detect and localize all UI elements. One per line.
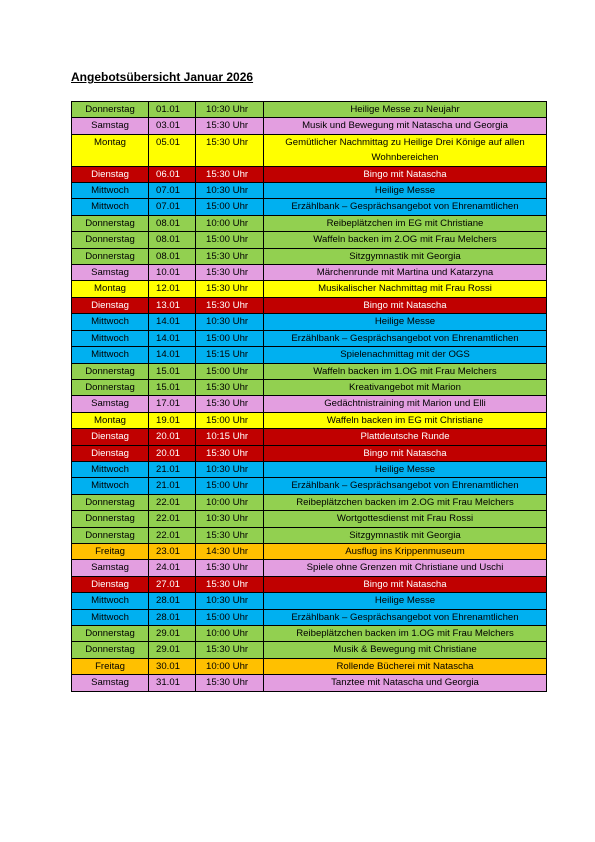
time-cell: 10:30 Uhr [196,593,264,609]
activity-cell: Erzählbank – Gesprächsangebot von Ehrenamtlichen [264,609,547,625]
activity-cell: Kreativangebot mit Marion [264,379,547,395]
time-cell: 15:00 Uhr [196,232,264,248]
activity-cell: Reibeplätzchen backen im 1.OG mit Frau Melchers [264,626,547,642]
day-cell: Donnerstag [72,215,149,231]
activity-cell: Musikalischer Nachmittag mit Frau Rossi [264,281,547,297]
date-cell: 10.01 [149,265,196,281]
day-cell: Mittwoch [72,461,149,477]
table-row [72,593,547,609]
table-row [72,281,547,297]
time-cell: 15:15 Uhr [196,347,264,363]
activity-cell: Tanztee mit Natascha und Georgia [264,675,547,691]
activity-cell: Waffeln backen im 1.OG mit Frau Melchers [264,363,547,379]
activity-cell: Erzählbank – Gesprächsangebot von Ehrenamtlichen [264,330,547,346]
time-cell: 15:00 Uhr [196,609,264,625]
time-cell: 15:00 Uhr [196,412,264,428]
date-cell: 17.01 [149,396,196,412]
activity-cell: Plattdeutsche Runde [264,429,547,445]
day-cell: Donnerstag [72,494,149,510]
date-cell: 07.01 [149,199,196,215]
day-cell: Donnerstag [72,102,149,118]
date-cell: 24.01 [149,560,196,576]
time-cell: 10:30 Uhr [196,183,264,199]
day-cell: Samstag [72,118,149,134]
day-cell: Montag [72,134,149,166]
table-row [72,511,547,527]
time-cell: 15:00 Uhr [196,363,264,379]
time-cell: 10:00 Uhr [196,658,264,674]
table-row [72,166,547,182]
activity-cell: Waffeln backen im EG mit Christiane [264,412,547,428]
activity-cell: Bingo mit Natascha [264,166,547,182]
date-cell: 14.01 [149,330,196,346]
activity-cell: Spiele ohne Grenzen mit Christiane und Uschi [264,560,547,576]
day-cell: Donnerstag [72,626,149,642]
table-row [72,396,547,412]
date-cell: 20.01 [149,445,196,461]
table-row [72,576,547,592]
date-cell: 08.01 [149,232,196,248]
table-row [72,248,547,264]
day-cell: Samstag [72,265,149,281]
date-cell: 21.01 [149,478,196,494]
date-cell: 29.01 [149,642,196,658]
date-cell: 14.01 [149,347,196,363]
date-cell: 28.01 [149,593,196,609]
table-row [72,265,547,281]
activity-cell: Ausflug ins Krippenmuseum [264,543,547,559]
day-cell: Mittwoch [72,593,149,609]
table-row [72,183,547,199]
day-cell: Donnerstag [72,248,149,264]
activity-cell: Heilige Messe zu Neujahr [264,102,547,118]
day-cell: Mittwoch [72,183,149,199]
activity-cell: Heilige Messe [264,593,547,609]
activity-cell: Spielenachmittag mit der OGS [264,347,547,363]
activity-cell: Bingo mit Natascha [264,576,547,592]
day-cell: Donnerstag [72,363,149,379]
activity-cell: Gedächtnistraining mit Marion und Elli [264,396,547,412]
activity-cell: Reibeplätzchen backen im 2.OG mit Frau Melchers [264,494,547,510]
date-cell: 22.01 [149,494,196,510]
time-cell: 15:30 Uhr [196,265,264,281]
time-cell: 15:30 Uhr [196,445,264,461]
day-cell: Donnerstag [72,527,149,543]
table-row [72,215,547,231]
activity-cell: Heilige Messe [264,461,547,477]
date-cell: 05.01 [149,134,196,166]
time-cell: 10:30 Uhr [196,511,264,527]
date-cell: 27.01 [149,576,196,592]
day-cell: Donnerstag [72,511,149,527]
activity-cell: Reibeplätzchen im EG mit Christiane [264,215,547,231]
activity-cell: Erzählbank – Gesprächsangebot von Ehrenamtlichen [264,478,547,494]
date-cell: 28.01 [149,609,196,625]
table-row [72,478,547,494]
time-cell: 10:15 Uhr [196,429,264,445]
day-cell: Dienstag [72,429,149,445]
time-cell: 10:30 Uhr [196,461,264,477]
date-cell: 08.01 [149,215,196,231]
activity-cell: Musik & Bewegung mit Christiane [264,642,547,658]
time-cell: 15:30 Uhr [196,642,264,658]
activity-cell: Heilige Messe [264,314,547,330]
table-row [72,445,547,461]
table-row [72,232,547,248]
day-cell: Dienstag [72,576,149,592]
activity-cell: Erzählbank – Gesprächsangebot von Ehrenamtlichen [264,199,547,215]
table-row [72,461,547,477]
day-cell: Dienstag [72,297,149,313]
time-cell: 10:30 Uhr [196,102,264,118]
table-row [72,642,547,658]
day-cell: Freitag [72,658,149,674]
schedule-rows [72,102,547,692]
day-cell: Mittwoch [72,347,149,363]
time-cell: 10:00 Uhr [196,626,264,642]
table-row [72,330,547,346]
date-cell: 15.01 [149,379,196,395]
table-row [72,314,547,330]
table-row [72,199,547,215]
time-cell: 15:30 Uhr [196,166,264,182]
day-cell: Mittwoch [72,609,149,625]
time-cell: 15:30 Uhr [196,118,264,134]
activity-cell: Wortgottesdienst mit Frau Rossi [264,511,547,527]
date-cell: 19.01 [149,412,196,428]
time-cell: 15:30 Uhr [196,396,264,412]
time-cell: 15:30 Uhr [196,379,264,395]
page-title: Angebotsübersicht Januar 2026 [71,70,254,84]
date-cell: 22.01 [149,527,196,543]
table-row [72,102,547,118]
table-row [72,609,547,625]
day-cell: Samstag [72,560,149,576]
date-cell: 23.01 [149,543,196,559]
date-cell: 07.01 [149,183,196,199]
time-cell: 15:30 Uhr [196,281,264,297]
time-cell: 15:00 Uhr [196,478,264,494]
table-row [72,379,547,395]
date-cell: 12.01 [149,281,196,297]
day-cell: Mittwoch [72,199,149,215]
time-cell: 15:30 Uhr [196,560,264,576]
schedule-table [71,101,547,692]
day-cell: Montag [72,281,149,297]
time-cell: 15:00 Uhr [196,330,264,346]
date-cell: 30.01 [149,658,196,674]
activity-cell: Bingo mit Natascha [264,297,547,313]
table-row [72,543,547,559]
time-cell: 15:30 Uhr [196,527,264,543]
date-cell: 20.01 [149,429,196,445]
activity-cell: Bingo mit Natascha [264,445,547,461]
day-cell: Dienstag [72,166,149,182]
time-cell: 10:00 Uhr [196,215,264,231]
activity-cell: Märchenrunde mit Martina und Katarzyna [264,265,547,281]
day-cell: Freitag [72,543,149,559]
date-cell: 13.01 [149,297,196,313]
day-cell: Mittwoch [72,478,149,494]
activity-cell: Rollende Bücherei mit Natascha [264,658,547,674]
time-cell: 14:30 Uhr [196,543,264,559]
table-row [72,527,547,543]
day-cell: Donnerstag [72,379,149,395]
time-cell: 15:30 Uhr [196,297,264,313]
table-row [72,429,547,445]
table-row [72,560,547,576]
time-cell: 15:30 Uhr [196,675,264,691]
date-cell: 15.01 [149,363,196,379]
table-row [72,347,547,363]
day-cell: Samstag [72,396,149,412]
table-row [72,118,547,134]
date-cell: 21.01 [149,461,196,477]
date-cell: 03.01 [149,118,196,134]
table-row [72,412,547,428]
table-row [72,363,547,379]
day-cell: Montag [72,412,149,428]
table-row [72,675,547,691]
table-row [72,626,547,642]
day-cell: Donnerstag [72,232,149,248]
table-row [72,494,547,510]
time-cell: 15:30 Uhr [196,576,264,592]
date-cell: 14.01 [149,314,196,330]
day-cell: Dienstag [72,445,149,461]
time-cell: 10:00 Uhr [196,494,264,510]
activity-cell: Waffeln backen im 2.OG mit Frau Melchers [264,232,547,248]
table-row [72,134,547,166]
date-cell: 22.01 [149,511,196,527]
activity-cell: Sitzgymnastik mit Georgia [264,248,547,264]
time-cell: 15:30 Uhr [196,248,264,264]
day-cell: Donnerstag [72,642,149,658]
time-cell: 15:30 Uhr [196,134,264,166]
activity-cell: Heilige Messe [264,183,547,199]
activity-cell: Gemütlicher Nachmittag zu Heilige Drei Könige auf allen Wohnbereichen [264,134,547,166]
time-cell: 10:30 Uhr [196,314,264,330]
day-cell: Mittwoch [72,330,149,346]
activity-cell: Sitzgymnastik mit Georgia [264,527,547,543]
date-cell: 31.01 [149,675,196,691]
date-cell: 01.01 [149,102,196,118]
activity-cell: Musik und Bewegung mit Natascha und Georgia [264,118,547,134]
day-cell: Samstag [72,675,149,691]
date-cell: 08.01 [149,248,196,264]
date-cell: 29.01 [149,626,196,642]
day-cell: Mittwoch [72,314,149,330]
date-cell: 06.01 [149,166,196,182]
table-row [72,658,547,674]
table-row [72,297,547,313]
time-cell: 15:00 Uhr [196,199,264,215]
